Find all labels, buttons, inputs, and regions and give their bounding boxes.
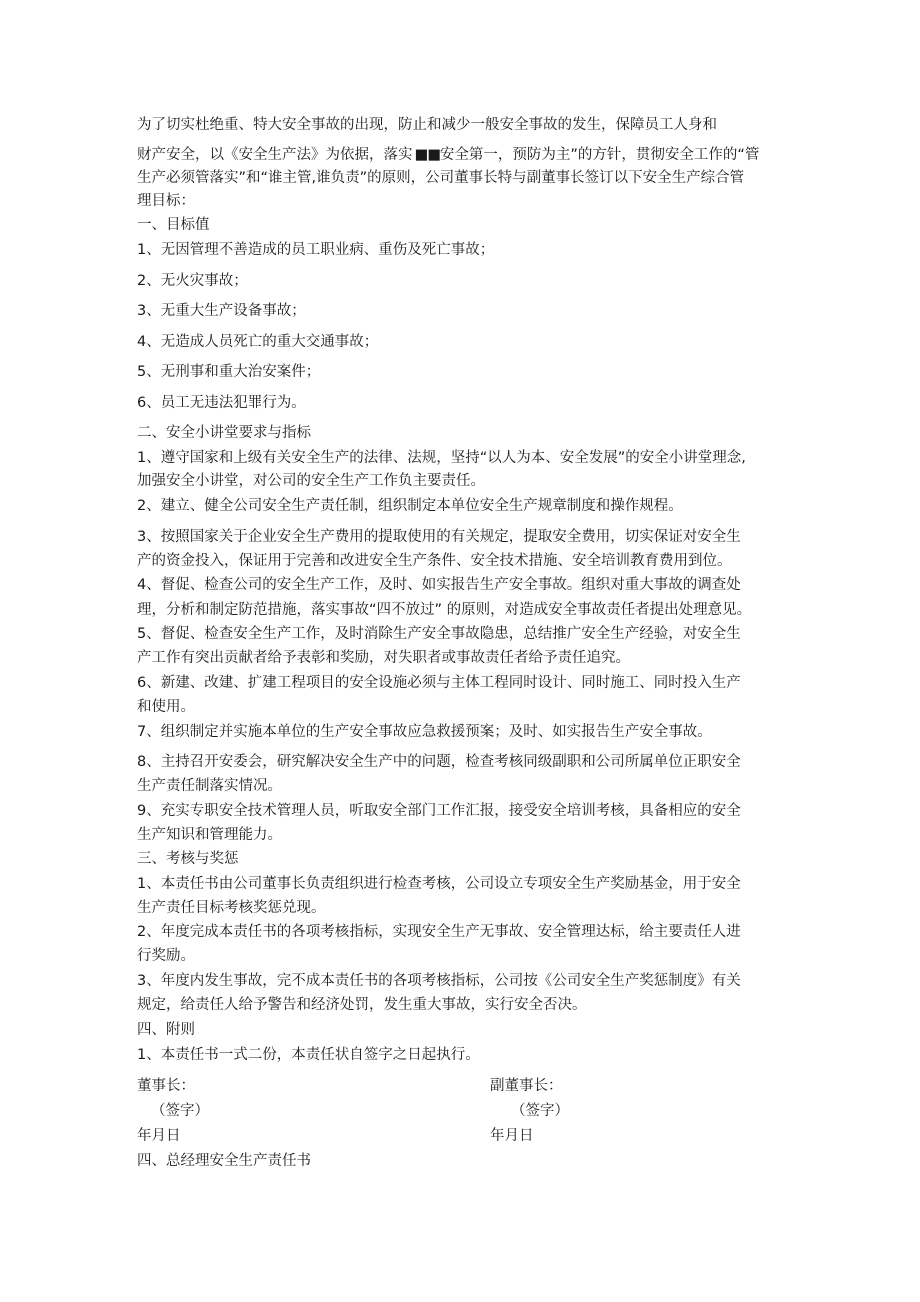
section-1-heading: 一、目标值 — [137, 217, 210, 233]
intro-line-2-a: 财产安全，以《安全生产法》为依据，落实 — [137, 147, 413, 163]
next-section-heading: 四、总经理安全生产责任书 — [137, 1153, 311, 1169]
section-2-line-13: 8、主持召开安委会，研究解决安全生产中的问题，检查考核同级副职和公司所属单位正职安全 — [137, 754, 741, 770]
section-2-line-6: 4、督促、检查公司的安全生产工作，及时、如实报告生产安全事故。组织对重大事故的调查处 — [137, 577, 741, 593]
section-1-item-6: 6、员工无违法犯罪行为。 — [137, 395, 306, 411]
intro-line-4: 理目标： — [137, 193, 195, 209]
section-1-item-1: 1、无因管理不善造成的员工职业病、重伤及死亡事故； — [137, 242, 495, 258]
section-4-line-1: 1、本责任书一式二份，本责任状自签字之日起执行。 — [137, 1047, 480, 1063]
section-3-line-2: 生产责任目标考核奖惩兑现。 — [137, 900, 326, 916]
section-1-item-2: 2、无火灾事故； — [137, 273, 248, 289]
section-3-line-1: 1、本责任书由公司董事长负责组织进行检查考核，公司设立专项安全生产奖励基金，用于安全 — [137, 876, 741, 892]
section-3-line-4: 行奖励。 — [137, 948, 195, 964]
section-2-line-15: 9、充实专职安全技术管理人员，听取安全部门工作汇报，接受安全培训考核，具备相应的安全 — [137, 803, 741, 819]
section-2-line-5: 产的资金投入，保证用于完善和改进安全生产条件、安全技术措施、安全培训教育费用到位。 — [137, 553, 732, 569]
section-2-line-10: 6、新建、改建、扩建工程项目的安全设施必须与主体工程同时设计、同时施工、同时投入生产 — [137, 675, 741, 691]
signature-left-date: 年月日 — [137, 1128, 181, 1144]
section-2-heading: 二、安全小讲堂要求与指标 — [137, 425, 311, 441]
section-2-line-8: 5、督促、检查安全生产工作，及时消除生产安全事故隐患，总结推广安全生产经验，对安全生 — [137, 626, 741, 642]
section-2-line-3: 2、建立、健全公司安全生产责任制，组织制定本单位安全生产规章制度和操作规程。 — [137, 498, 683, 514]
section-3-heading: 三、考核与奖惩 — [137, 851, 239, 867]
intro-line-3: 生产必须管落实”和“谁主管,谁负责”的原则，公司董事长特与副董事长签订以下安全生产综合管 — [137, 170, 745, 186]
section-3-line-6: 规定，给责任人给予警告和经济处罚，发生重大事故，实行安全否决。 — [137, 997, 587, 1013]
redacted-mark: ■■ — [414, 147, 440, 163]
section-2-line-14: 生产责任制落实情况。 — [137, 778, 282, 794]
section-2-line-4: 3、按照国家关于企业安全生产费用的提取使用的有关规定，提取安全费用，切实保证对安全生 — [137, 529, 741, 545]
section-2-line-12: 7、组织制定并实施本单位的生产安全事故应急救援预案；及时、如实报告生产安全事故。 — [137, 724, 712, 740]
section-2-line-9: 产工作有突出贡献者给予表彰和奖励，对失职者或事故责任者给予责任追究。 — [137, 650, 630, 666]
section-1-item-5: 5、无刑事和重大治安案件； — [137, 364, 321, 380]
section-4-heading: 四、附则 — [137, 1022, 195, 1038]
section-2-line-7: 理，分析和制定防范措施，落实事故“四不放过” 的原则，对造成安全事故责任者提出处理意见。 — [137, 602, 752, 618]
section-2-line-2: 加强安全小讲堂，对公司的安全生产工作负主要责任。 — [137, 473, 485, 489]
signature-right-sign: （签字） — [511, 1103, 569, 1119]
intro-line-1: 为了切实杜绝重、特大安全事故的出现，防止和减少一般安全事故的发生，保障员工人身和 — [137, 117, 717, 133]
section-1-item-4: 4、无造成人员死亡的重大交通事故； — [137, 334, 379, 350]
signature-left-title: 董事长： — [137, 1078, 195, 1094]
section-2-line-11: 和使用。 — [137, 699, 195, 715]
section-3-line-3: 2、年度完成本责任书的各项考核指标，实现安全生产无事故、安全管理达标，给主要责任人进 — [137, 924, 741, 940]
section-2-line-16: 生产知识和管理能力。 — [137, 827, 282, 843]
signature-right-date: 年月日 — [490, 1128, 534, 1144]
intro-line-2 — [137, 145, 759, 165]
signature-left-sign: （签字） — [151, 1103, 209, 1119]
intro-line-2-b: 安全第一，预防为主”的方针，贯彻安全工作的“管 — [439, 147, 760, 163]
section-3-line-5: 3、年度内发生事故，完不成本责任书的各项考核指标，公司按《公司安全生产奖惩制度》有关 — [137, 973, 741, 989]
section-1-item-3: 3、无重大生产设备事故； — [137, 303, 306, 319]
signature-right-title: 副董事长： — [490, 1078, 563, 1094]
section-2-line-1: 1、遵守国家和上级有关安全生产的法律、法规，坚持“以人为本、安全发展”的安全小讲堂理念, — [137, 450, 746, 466]
